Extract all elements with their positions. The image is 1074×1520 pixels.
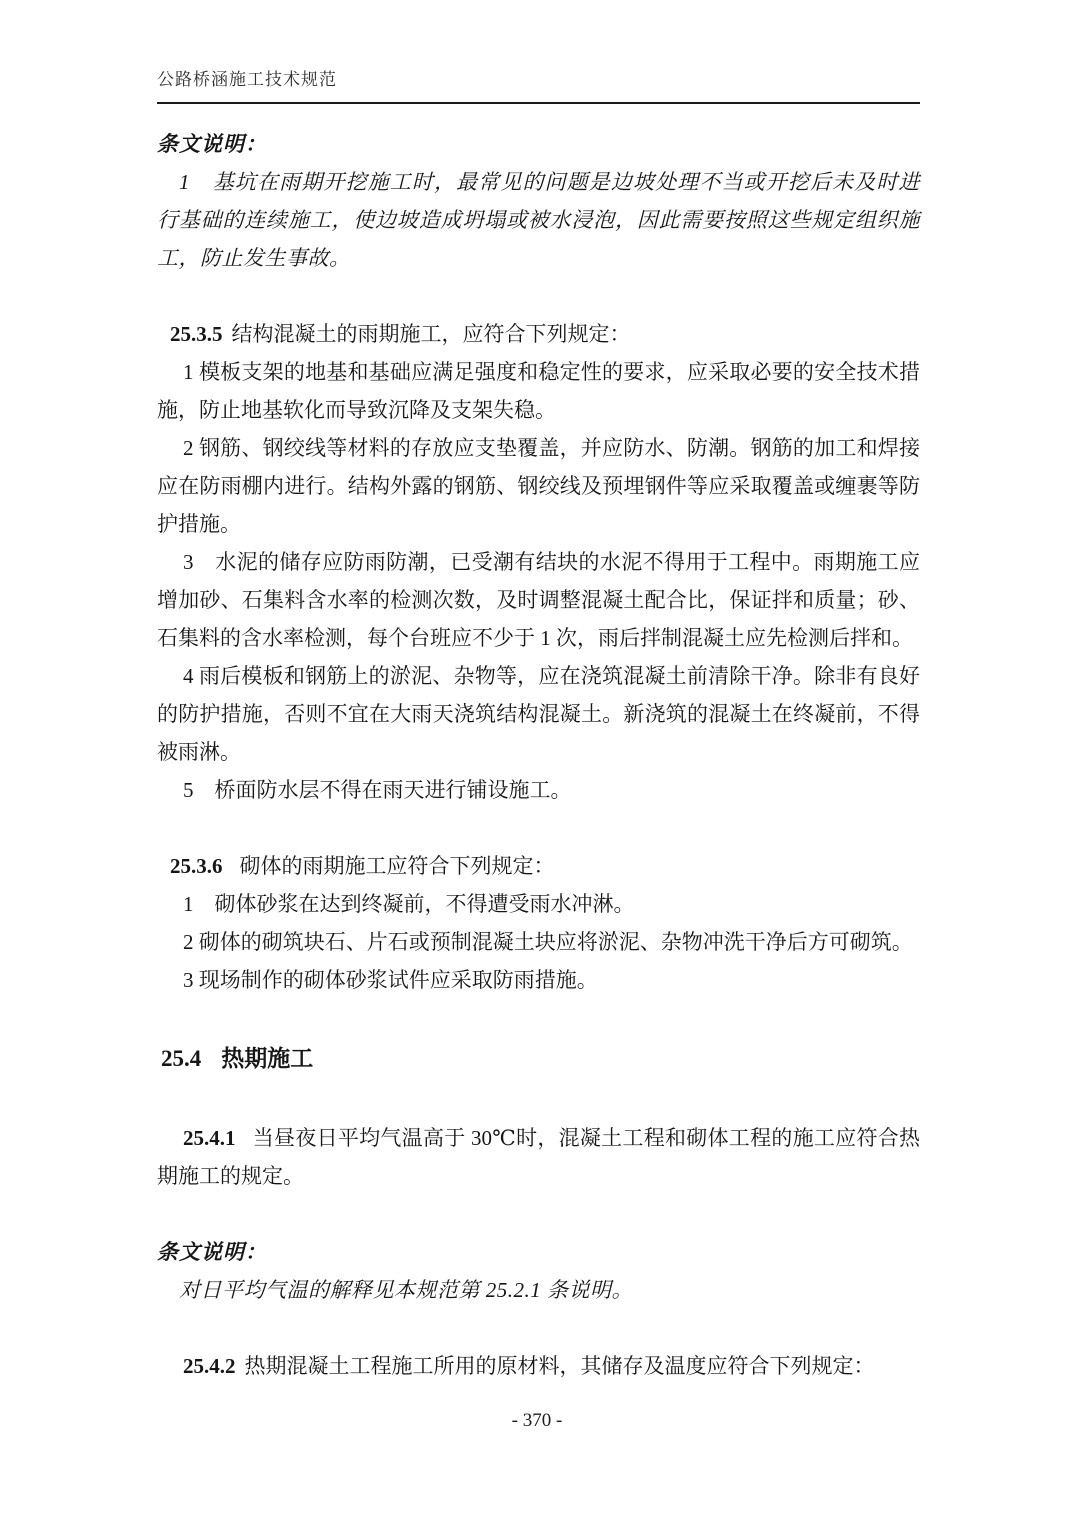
list-item: 2 钢筋、钢绞线等材料的存放应支垫覆盖，并应防水、防潮。钢筋的加工和焊接应在防雨棚内进行。结构外露的钢筋、钢绞线及预埋钢件等应采取覆盖或缠裹等防护措施。 xyxy=(157,436,920,536)
chapter-heading-25-4 xyxy=(157,1037,920,1081)
footer xyxy=(0,1408,1074,1434)
section-title: 结构混凝土的雨期施工，应符合下列规定： xyxy=(231,322,631,346)
chapter-number: 25.4 xyxy=(161,1046,202,1071)
list-item: 2 砌体的砌筑块石、片石或预制混凝土块应将淤泥、杂物冲洗干净后方可砌筑。 xyxy=(183,930,913,954)
header-title: 公路桥涵施工技术规范 xyxy=(157,70,337,89)
chapter-title: 热期施工 xyxy=(221,1046,314,1071)
commentary-paragraph: 对日平均气温的解释见本规范第 25.2.1 条说明。 xyxy=(179,1278,633,1302)
footer-page-number: - 370 - xyxy=(511,1410,563,1431)
paragraph-25-4-1 xyxy=(157,1119,920,1195)
list-item: 1 模板支架的地基和基础应满足强度和稳定性的要求，应采取必要的安全技术措施，防止地基软化而导致沉降及支架失稳。 xyxy=(157,360,920,422)
section-text: 热期混凝土工程施工所用的原材料，其储存及温度应符合下列规定： xyxy=(244,1354,875,1378)
list-item: 1 砌体砂浆在达到终凝前，不得遭受雨水冲淋。 xyxy=(183,892,635,916)
paragraph-25-4-2 xyxy=(157,1347,920,1385)
section-number: 25.4.2 xyxy=(183,1354,236,1378)
section-number: 25.3.6 xyxy=(170,854,223,878)
commentary-label: 条文说明： xyxy=(157,132,267,156)
list-item: 4 雨后模板和钢筋上的淤泥、杂物等，应在浇筑混凝土前清除干净。除非有良好的防护措施，否则不宜在大雨天浇筑结构混凝土。新浇筑的混凝土在终凝前，不得被雨淋。 xyxy=(157,664,920,764)
section-heading-25-3-5 xyxy=(157,315,920,353)
commentary-paragraph: 1 基坑在雨期开挖施工时，最常见的问题是边坡处理不当或开挖后未及时进行基础的连续施工，使边坡造成坍塌或被水浸泡，因此需要按照这些规定组织施工，防止发生事故。 xyxy=(157,170,920,270)
section-text: 当昼夜日平均气温高于 30℃时，混凝土工程和砌体工程的施工应符合热期施工的规定。 xyxy=(157,1126,920,1188)
page-header xyxy=(157,68,920,104)
section-number: 25.3.5 xyxy=(170,322,223,346)
page-content xyxy=(157,125,920,1385)
list-item: 3 水泥的储存应防雨防潮，已受潮有结块的水泥不得用于工程中。雨期施工应增加砂、石集料含水率的检测次数，及时调整混凝土配合比，保证拌和质量；砂、石集料的含水率检测，每个台班应不少于 1 次，雨后拌制混凝土应先检测后拌和。 xyxy=(157,550,920,650)
commentary-label: 条文说明： xyxy=(157,1240,267,1264)
section-number: 25.4.1 xyxy=(183,1126,236,1150)
list-item: 5 桥面防水层不得在雨天进行铺设施工。 xyxy=(183,778,572,802)
section-title: 砌体的雨期施工应符合下列规定： xyxy=(239,854,555,878)
list-item: 3 现场制作的砌体砂浆试件应采取防雨措施。 xyxy=(183,968,598,992)
section-heading-25-3-6 xyxy=(157,847,920,885)
